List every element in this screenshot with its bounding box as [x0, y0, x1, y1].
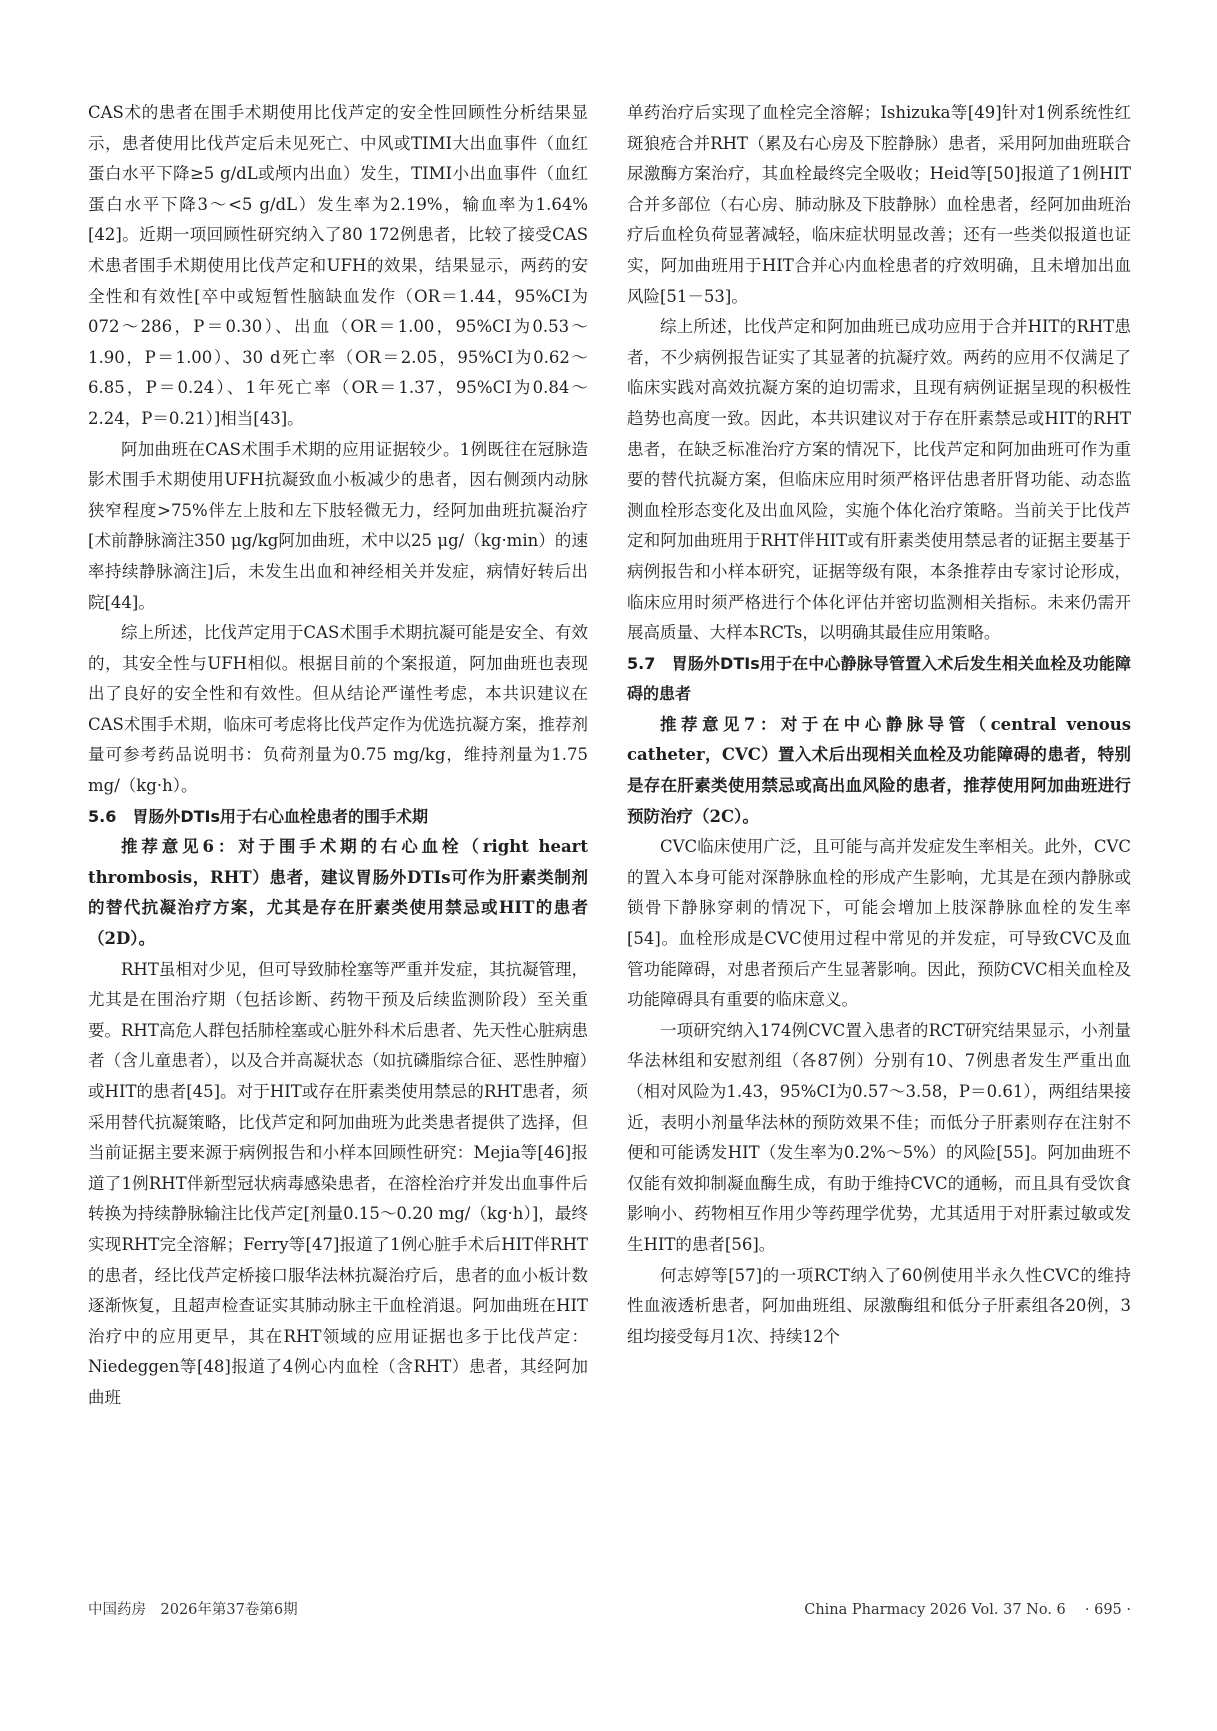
left-column: [88, 98, 588, 1414]
footer-journal-cn: 中国药房 2026年第37卷第6期: [88, 1602, 298, 1618]
section-heading-5-6: 5.6 胃肠外DTIs用于右心血栓患者的围手术期: [88, 806, 429, 826]
paragraph: CVC临床使用广泛，且可能与高并发症发生率相关。此外，CVC的置入本身可能对深静脉血栓的形成产生影响，尤其是在颈内静脉或锁骨下静脉穿刺的情况下，可能会增加上肢深静脉血栓的发生率[54]。血栓形成是CVC使用过程中常见的并发症，可导致CVC及血管功能障碍，对患者预后产生显著影响。因此，预防CVC相关血栓及功能障碍具有重要的临床意义。: [627, 837, 1131, 1010]
section-heading-5-7: 5.7 胃肠外DTIs用于在中心静脉导管置入术后发生相关血栓及功能障碍的患者: [627, 653, 1131, 704]
recommendation-6: 推荐意见6：对于围手术期的右心血栓（right heart thrombosis，RHT）患者，建议胃肠外DTIs可作为肝素类制剂的替代抗凝治疗方案，尤其是存在肝素类使用禁忌或HIT的患者（2D）。: [88, 837, 588, 949]
right-column: [627, 98, 1131, 1352]
paragraph: 综上所述，比伐芦定用于CAS术围手术期抗凝可能是安全、有效的，其安全性与UFH相似。根据目前的个案报道，阿加曲班也表现出了良好的安全性和有效性。但从结论严谨性考虑，本共识建议在CAS术围手术期，临床可考虑将比伐芦定作为优选抗凝方案，推荐剂量可参考药品说明书：负荷剂量为0.75 mg/kg，维持剂量为1.75 mg/（kg·h）。: [88, 623, 588, 796]
paragraph: 何志婷等[57]的一项RCT纳入了60例使用半永久性CVC的维持性血液透析患者，阿加曲班组、尿激酶组和低分子肝素组各20例，3组均接受每月1次、持续12个: [627, 1265, 1131, 1346]
paragraph: 单药治疗后实现了血栓完全溶解；Ishizuka等[49]针对1例系统性红斑狼疮合并RHT（累及右心房及下腔静脉）患者，采用阿加曲班联合尿激酶方案治疗，其血栓最终完全吸收；Heid等[50]报道了1例HIT合并多部位（右心房、肺动脉及下肢静脉）血栓患者，经阿加曲班治疗后血栓负荷显著减轻，临床症状明显改善；还有一些类似报道也证实，阿加曲班用于HIT合并心内血栓患者的疗效明确，且未增加出血风险[51－53]。: [627, 103, 1131, 306]
recommendation-7: 推荐意见7：对于在中心静脉导管（central venous catheter，CVC）置入术后出现相关血栓及功能障碍的患者，特别是存在肝素类使用禁忌或高出血风险的患者，推荐使用阿加曲班进行预防治疗（2C）。: [627, 714, 1131, 826]
paragraph: 阿加曲班在CAS术围手术期的应用证据较少。1例既往在冠脉造影术围手术期使用UFH抗凝致血小板减少的患者，因右侧颈内动脉狭窄程度>75%伴左上肢和左下肢轻微无力，经阿加曲班抗凝治疗[术前静脉滴注350 μg/kg阿加曲班，术中以25 μg/（kg·min）的速率持续静脉滴注]后，未发生出血和神经相关并发症，病情好转后出院[44]。: [88, 439, 588, 612]
paragraph: CAS术的患者在围手术期使用比伐芦定的安全性回顾性分析结果显示，患者使用比伐芦定后未见死亡、中风或TIMI大出血事件（血红蛋白水平下降≥5 g/dL或颅内出血）发生，TIMI小出血事件（血红蛋白水平下降3～<5 g/dL）发生率为2.19%，输血率为1.64%[42]。近期一项回顾性研究纳入了80 172例患者，比较了接受CAS术患者围手术期使用比伐芦定和UFH的效果，结果显示，两药的安全性和有效性[卒中或短暂性脑缺血发作（OR＝1.44，95%CI为072～286，P＝0.30）、出血（OR＝1.00，95%CI为0.53～1.90，P＝1.00）、30 d死亡率（OR＝2.05，95%CI为0.62～6.85，P＝0.24）、1年死亡率（OR＝1.37，95%CI为0.84～2.24，P＝0.21）]相当[43]。: [88, 103, 588, 428]
paragraph: 一项研究纳入174例CVC置入患者的RCT研究结果显示，小剂量华法林组和安慰剂组（各87例）分别有10、7例患者发生严重出血（相对风险为1.43，95%CI为0.57～3.58，P＝0.61），两组结果接近，表明小剂量华法林的预防效果不佳；而低分子肝素则存在注射不便和可能诱发HIT（发生率为0.2%～5%）的风险[55]。阿加曲班不仅能有效抑制凝血酶生成，有助于维持CVC的通畅，而且具有受饮食影响小、药物相互作用少等药理学优势，尤其适用于对肝素过敏或发生HIT的患者[56]。: [627, 1020, 1131, 1254]
paragraph: RHT虽相对少见，但可导致肺栓塞等严重并发症，其抗凝管理，尤其是在围治疗期（包括诊断、药物干预及后续监测阶段）至关重要。RHT高危人群包括肺栓塞或心脏外科术后患者、先天性心脏病患者（含儿童患者），以及合并高凝状态（如抗磷脂综合征、恶性肿瘤）或HIT的患者[45]。对于HIT或存在肝素类使用禁忌的RHT患者，须采用替代抗凝策略，比伐芦定和阿加曲班为此类患者提供了选择，但当前证据主要来源于病例报告和小样本回顾性研究：Mejia等[46]报道了1例RHT伴新型冠状病毒感染患者，在溶栓治疗并发出血事件后转换为持续静脉输注比伐芦定[剂量0.15～0.20 mg/（kg·h）]，最终实现RHT完全溶解；Ferry等[47]报道了1例心脏手术后HIT伴RHT的患者，经比伐芦定桥接口服华法林抗凝治疗后，患者的血小板计数逐渐恢复，且超声检查证实其肺动脉主干血栓消退。阿加曲班在HIT治疗中的应用更早，其在RHT领域的应用证据也多于比伐芦定：Niedeggen等[48]报道了4例心内血栓（含RHT）患者，其经阿加曲班: [88, 959, 588, 1407]
paragraph: 综上所述，比伐芦定和阿加曲班已成功应用于合并HIT的RHT患者，不少病例报告证实了其显著的抗凝疗效。两药的应用不仅满足了临床实践对高效抗凝方案的迫切需求，且现有病例证据呈现的积极性趋势也高度一致。因此，本共识建议对于存在肝素禁忌或HIT的RHT患者，在缺乏标准治疗方案的情况下，比伐芦定和阿加曲班可作为重要的替代抗凝方案，但临床应用时须严格评估患者肝肾功能、动态监测血栓形态变化及出血风险，实施个体化治疗策略。当前关于比伐芦定和阿加曲班用于RHT伴HIT或有肝素类使用禁忌者的证据主要基于病例报告和小样本研究，证据等级有限，本条推荐由专家讨论形成，临床应用时须严格进行个体化评估并密切监测相关指标。未来仍需开展高质量、大样本RCTs，以明确其最佳应用策略。: [627, 317, 1131, 643]
page-footer: [88, 1598, 1131, 1622]
footer-journal-en-page-number: China Pharmacy 2026 Vol. 37 No. 6 · 695 ·: [804, 1602, 1131, 1618]
